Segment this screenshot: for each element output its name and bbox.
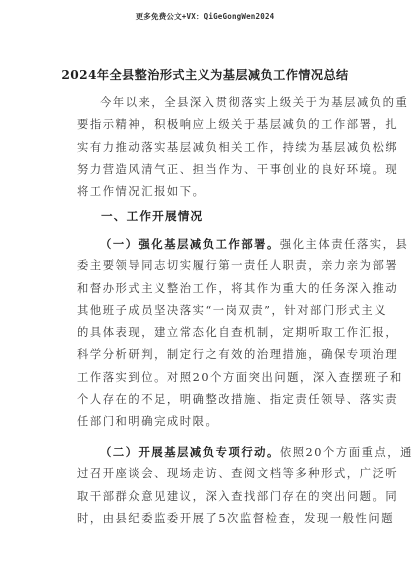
paragraph-lead: （二）开展基层减负专项行动。 — [100, 445, 280, 459]
paragraph-lead: （一）强化基层减负工作部署。 — [100, 237, 280, 251]
text-line: 努力营造风清气正、担当作为、干事创业的良好环境。现 — [77, 162, 399, 176]
text-line: 科学分析研判，制定行之有效的治理措施，确保专项治理 — [77, 348, 399, 362]
text-line: 过召开座谈会、现场走访、查阅文档等多种形式，广泛听 — [77, 467, 399, 481]
text-line: 的具体表现，建立常态化自查机制，定期听取工作汇报， — [77, 326, 399, 340]
text-line: 任部门和明确完成时限。 — [77, 415, 219, 429]
page-title: 2024年全县整治形式主义为基层减负工作情况总结 — [61, 68, 349, 82]
text-line: 实有力推动落实基层减负相关工作，持续为基层减负松绑 — [77, 140, 399, 154]
paragraph-lead-rest: 依照20个方面重点，通 — [279, 446, 413, 459]
text-line: 工作落实到位。对照20个方面突出问题，深入查摆班子和 — [77, 370, 403, 384]
paragraph-lead-rest: 强化主体责任落实，县 — [279, 238, 409, 251]
text-line — [77, 441, 413, 463]
text-line: 将工作情况汇报如下。 — [77, 185, 206, 199]
text-line — [77, 233, 409, 255]
text-line: 取干部群众意见建议，深入查找部门存在的突出问题。同 — [77, 489, 399, 503]
paragraph-work-deployment — [77, 233, 409, 434]
intro-paragraph — [77, 92, 409, 203]
text-line: 时，由县纪委监委开展了5次监督检查，发现一般性问题 — [77, 511, 395, 525]
header-watermark: 更多免费公文+VX：QiGeGongWen2024 — [135, 12, 275, 21]
text-line: 今年以来，全县深入贯彻落实上级关于为基层减负的重 — [100, 96, 409, 109]
text-line: 要指示精神，积极响应上级关于基层减负的工作部署，扎 — [77, 118, 399, 132]
paragraph-special-action — [77, 441, 413, 530]
text-line: 个人存在的不足，明确整改措施、指定责任领导、落实责 — [77, 393, 399, 407]
text-line: 和督办形式主义整治工作，将其作为重大的任务深入推动 — [77, 281, 399, 295]
text-line: 其他班子成员坚决落实“一岗双责”，针对部门形式主义 — [77, 303, 388, 317]
text-line: 委主要领导同志切实履行第一责任人职责，亲力亲为部署 — [77, 259, 399, 273]
section-heading: 一、工作开展情况 — [101, 209, 204, 223]
